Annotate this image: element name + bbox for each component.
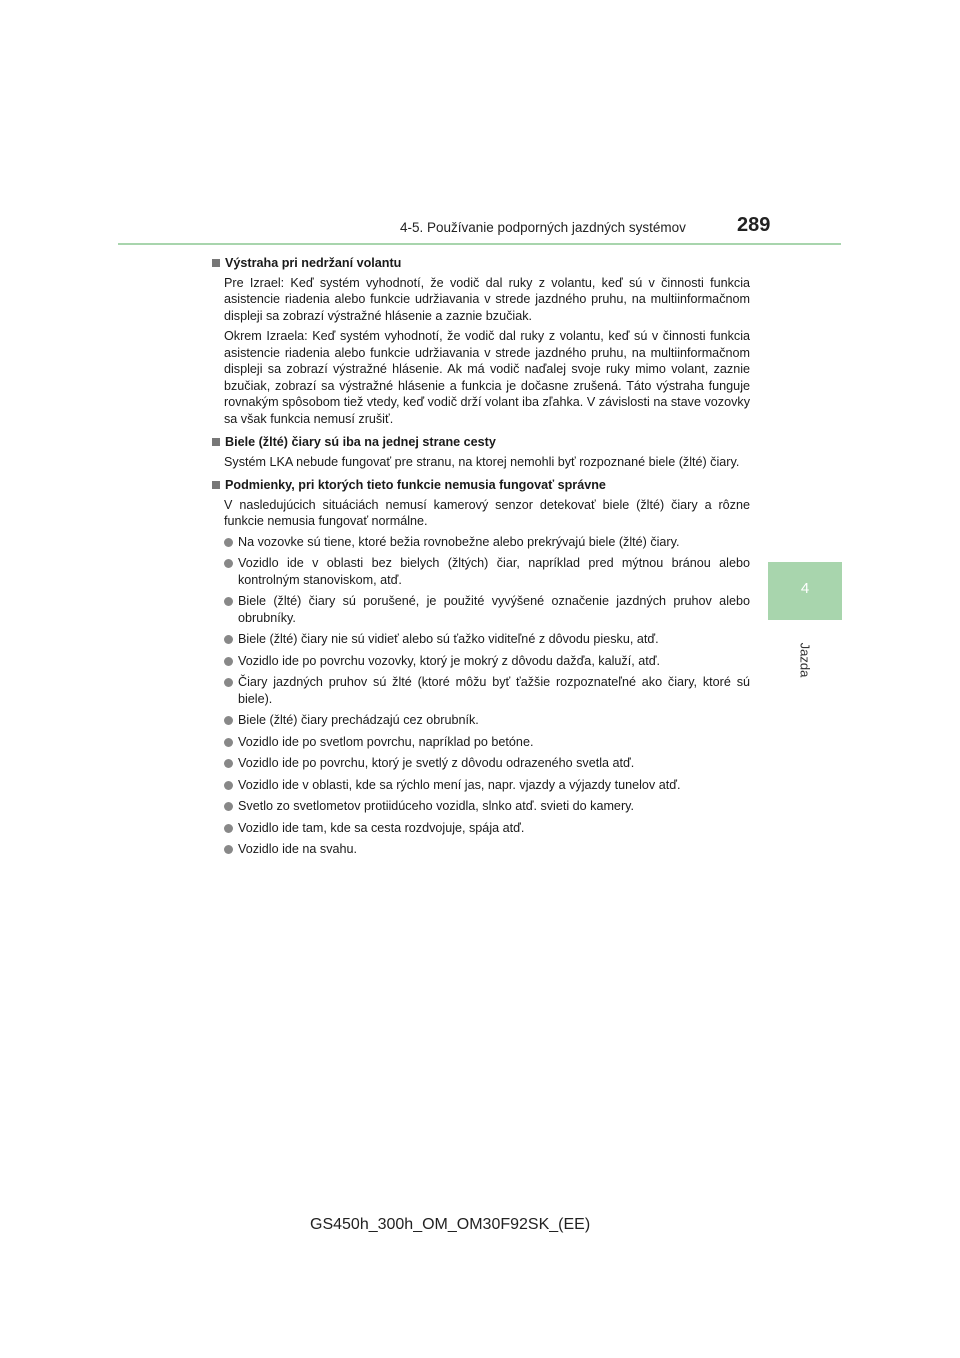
- paragraph: V nasledujúcich situáciách nemusí kamerový senzor detekovať biele (žlté) čiary a rôzne funkcie nemusia fungovať normálne.: [224, 497, 750, 528]
- chapter-title: 4-5. Používanie podporných jazdných systémov: [400, 220, 686, 235]
- list-item-text: Vozidlo ide na svahu.: [238, 842, 358, 856]
- round-bullet-icon: [224, 635, 233, 644]
- list-item: [224, 798, 750, 815]
- list-item-text: Vozidlo ide po povrchu, ktorý je svetlý z dôvodu odrazeného svetla atď.: [238, 756, 635, 770]
- list-item: [224, 555, 750, 588]
- list-item: [224, 593, 750, 626]
- section-heading-text: Biele (žlté) čiary sú iba na jednej strane cesty: [225, 435, 496, 449]
- section-conditions: [210, 477, 750, 858]
- document-code-footer: GS450h_300h_OM_OM30F92SK_(EE): [310, 1216, 591, 1233]
- section-one-side-lines: [210, 434, 750, 470]
- list-item: [224, 631, 750, 648]
- list-item-text: Vozidlo ide po svetlom povrchu, napríklad po betóne.: [238, 734, 534, 749]
- round-bullet-icon: [224, 597, 233, 606]
- list-item-text: Vozidlo ide v oblasti, kde sa rýchlo mení jas, napr. vjazdy a výjazdy tunelov atď.: [238, 777, 681, 792]
- chapter-side-label-text: Jazda: [797, 642, 813, 678]
- list-item: [224, 734, 750, 751]
- chapter-tab-number: 4: [800, 580, 810, 597]
- list-item-text: Svetlo zo svetlometov protiidúceho vozidla, slnko atď. svieti do kamery.: [238, 799, 634, 813]
- list-item: [224, 712, 750, 729]
- section-heading-text: Podmienky, pri ktorých tieto funkcie nemusia fungovať správne: [225, 478, 606, 492]
- list-item-text: Biele (žlté) čiary sú porušené, je použité vyvýšené označenie jazdných pruhov alebo obrubníky.: [238, 594, 750, 625]
- list-item: [224, 755, 750, 772]
- page-number: 289: [737, 214, 771, 236]
- section-heading: [210, 477, 750, 494]
- round-bullet-icon: [224, 657, 233, 666]
- round-bullet-icon: [224, 781, 233, 790]
- square-bullet-icon: [212, 438, 220, 446]
- section-heading: [210, 255, 750, 272]
- list-item-text: Vozidlo ide tam, kde sa cesta rozdvojuje, spája atď.: [238, 820, 525, 835]
- square-bullet-icon: [212, 259, 220, 267]
- list-item-text: Čiary jazdných pruhov sú žlté (ktoré môžu byť ťažšie rozpoznateľné ako čiary, ktoré sú biele).: [238, 675, 750, 706]
- round-bullet-icon: [224, 716, 233, 725]
- list-item-text: Na vozovke sú tiene, ktoré bežia rovnobežne alebo prekrývajú biele (žlté) čiary.: [238, 534, 680, 549]
- list-item-text: Vozidlo ide po povrchu vozovky, ktorý je mokrý z dôvodu dažďa, kaluží, atď.: [238, 653, 660, 668]
- list-item: [224, 841, 750, 858]
- list-item-text: Biele (žlté) čiary nie sú vidieť alebo sú ťažko viditeľné z dôvodu piesku, atď.: [238, 632, 659, 646]
- paragraph: Pre Izrael: Keď systém vyhodnotí, že vodič dal ruky z volantu, keď sú v činnosti funkcia asistencie riadenia alebo funkcie udržiavania v strede jazdného pruhu, na multiinformačnom displeji sa zobrazí výstražné hlásenie a zaznie bzučiak.: [224, 275, 750, 323]
- page-content: [210, 255, 750, 865]
- round-bullet-icon: [224, 738, 233, 747]
- round-bullet-icon: [224, 759, 233, 768]
- round-bullet-icon: [224, 802, 233, 811]
- list-item-text: Biele (žlté) čiary prechádzajú cez obrubník.: [238, 713, 479, 727]
- list-item: [224, 653, 750, 670]
- round-bullet-icon: [224, 559, 233, 568]
- round-bullet-icon: [224, 678, 233, 687]
- list-item: [224, 534, 750, 551]
- list-item: [224, 674, 750, 707]
- list-item: [224, 820, 750, 837]
- chapter-tab: [768, 562, 842, 620]
- paragraph: Okrem Izraela: Keď systém vyhodnotí, že vodič dal ruky z volantu, keď sú v činnosti funkcia asistencie riadenia alebo funkcie udržiavania v strede jazdného pruhu, na multiinformačnom displeji sa zobrazí výstražné hlásenie. Ak má vodič naďalej svoje ruky mimo volant, zaznie bzučiak, zobrazí sa výstražné hlásenie a funkcia je dočasne zrušená. Táto výstraha funguje rovnakým spôsobom tiež vtedy, keď vodič drží volant iba zľahka. V závislosti na stave vozovky sa však funkcia nemusí zrušiť.: [224, 329, 750, 426]
- round-bullet-icon: [224, 538, 233, 547]
- header-divider: [118, 243, 841, 245]
- chapter-side-label: [794, 630, 816, 690]
- list-item-text: Vozidlo ide v oblasti bez bielych (žltých) čiar, napríklad pred mýtnou bránou alebo kontrolným stanoviskom, atď.: [238, 556, 750, 587]
- paragraph: Systém LKA nebude fungovať pre stranu, na ktorej nemohli byť rozpoznané biele (žlté) čiary.: [224, 454, 740, 469]
- round-bullet-icon: [224, 845, 233, 854]
- section-heading-text: Výstraha pri nedržaní volantu: [225, 256, 402, 270]
- section-heading: [210, 434, 750, 451]
- square-bullet-icon: [212, 481, 220, 489]
- round-bullet-icon: [224, 824, 233, 833]
- list-item: [224, 777, 750, 794]
- section-hands-off-warning: [210, 255, 750, 427]
